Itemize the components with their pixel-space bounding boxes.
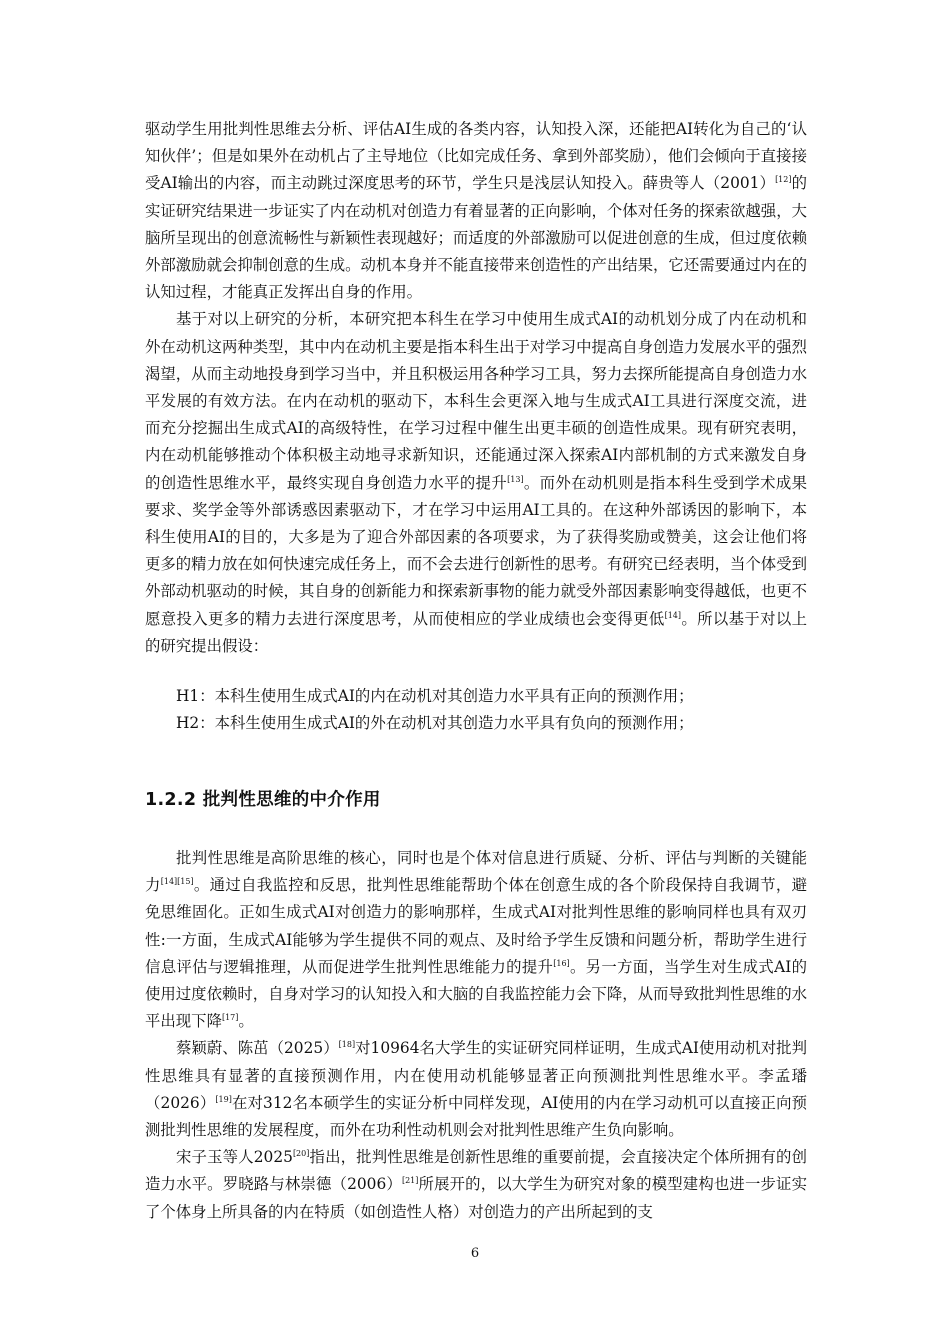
- text-run: 宋子玉等人2025: [176, 1148, 293, 1167]
- paragraph: [145, 306, 807, 660]
- body-text-block-2: [145, 845, 807, 1226]
- citation: [12]: [775, 175, 792, 185]
- section-heading: 1.2.2 批判性思维的中介作用: [145, 790, 381, 810]
- citation: [14]: [664, 610, 682, 620]
- text-run: 。而外在动机则是指本科生受到学术成果要求、奖学金等外部诱惑因素驱动下，才在学习中运用AI工具的。在这种外部诱因的影响下，本科生使用AI的目的，大多是为了迎合外部因素的各项要求，为了获得奖励或赞美，这会让他们将更多的精力放在如何快速完成任务上，而不会去进行创新性的思考。有研究已经表明，当个体受到外部动机驱动的时候，其自身的创新能力和探索新事物的能力就受外部因素影响变得越低，也更不愿意投入更多的精力去进行深度思考，从而使相应的学业成绩也会变得更低: [145, 473, 807, 628]
- paragraph: [145, 845, 807, 1035]
- hypotheses-list: [176, 683, 806, 737]
- text-run: 指出，批判性思维是创新性思维的重要前提，会直接决定个体所拥有的创造力水平。罗晓路与林崇德（2006）: [145, 1148, 807, 1194]
- text-run: 在对312名本硕学生的实证分析中同样发现，AI使用的内在学习动机可以直接正向预测批判性思维的发展程度，而外在功利性动机则会对批判性思维产生负向影响。: [145, 1093, 808, 1140]
- citation: [18]: [338, 1040, 356, 1050]
- text-run: 对10964名大学生的实证研究同样证明，生成式AI使用动机对批判性思维具有显著的直接预测作用，内在使用动机能够显著正向预测批判性思维水平。李孟璠（2026）: [145, 1039, 808, 1112]
- text-run: 批判性思维是高阶思维的核心，同时也是个体对信息进行质疑、分析、评估与判断的关键能力: [145, 849, 807, 895]
- citation: [21]: [401, 1176, 419, 1186]
- paragraph: [145, 1144, 807, 1226]
- text-run: 的实证研究结果进一步证实了内在动机对创造力有着显著的正向影响，个体对任务的探索欲越强，大脑所呈现出的创意流畅性与新颖性表现越好；而适度的外部激励可以促进创意的生成，但过度依赖外部激励就会抑制创意的生成。动机本身并不能直接带来创造性的产出结果，它还需要通过内在的认知过程，才能真正发挥出自身的作用。: [145, 174, 807, 302]
- body-text-block-1: [145, 116, 807, 660]
- text-run: 所展开的，以大学生为研究对象的模型建构也进一步证实了个体身上所具备的内在特质（如创造性人格）对创造力的产出所起到的支: [145, 1175, 807, 1221]
- citation: [19]: [215, 1094, 232, 1104]
- text-run: 。: [238, 1012, 254, 1031]
- citation: [17]: [221, 1013, 239, 1023]
- text-run: 。所以基于对以上的研究提出假设：: [145, 609, 807, 655]
- paragraph: [145, 116, 807, 306]
- hypothesis-h1: H1：本科生使用生成式AI的内在动机对其创造力水平具有正向的预测作用；: [176, 687, 694, 705]
- text-run: 基于对以上研究的分析，本研究把本科生在学习中使用生成式AI的动机划分成了内在动机和外在动机这两种类型，其中内在动机主要是指本科生出于对学习中提高自身创造力发展水平的强烈渴望，从而主动地投身到学习当中，并且积极运用各种学习工具，努力去探所能提高自身创造力水平发展的有效方法。在内在动机的驱动下，本科生会更深入地与生成式AI工具进行深度交流，进而充分挖掘出生成式AI的高级特性，在学习过程中催生出更丰硕的创造性成果。现有研究表明，内在动机能够推动个体积极主动地寻求新知识，还能通过深入探索AI内部机制的方式来激发自身的创造性思维水平，最终实现自身创造力水平的提升: [145, 310, 807, 492]
- paragraph: [145, 1035, 807, 1144]
- text-run: 蔡颖蔚、陈茁（2025）: [176, 1039, 339, 1058]
- text-run: 。另一方面，当学生对生成式AI的使用过度依赖时，自身对学习的认知投入和大脑的自我监控能力会下降，从而导致批判性思维的水平出现下降: [145, 957, 807, 1031]
- hypothesis-h2: H2：本科生使用生成式AI的外在动机对其创造力水平具有负向的预测作用；: [176, 714, 694, 732]
- citation: [14][15]: [160, 877, 194, 887]
- citation: [20]: [292, 1149, 310, 1159]
- text-run: 驱动学生用批判性思维去分析、评估AI生成的各类内容，认知投入深，还能把AI转化为自己的‘认知伙伴’；但是如果外在动机占了主导地位（比如完成任务、拿到外部奖励），他们会倾向于直接接受AI输出的内容，而主动跳过深度思考的环节，学生只是浅层认知投入。薛贵等人（2001）: [145, 120, 807, 193]
- citation: [16]: [553, 958, 570, 968]
- page-number: 6: [470, 1246, 480, 1261]
- text-run: 。通过自我监控和反思，批判性思维能帮助个体在创意生成的各个阶段保持自我调节，避免思维固化。正如生成式AI对创造力的影响那样，生成式AI对批判性思维的影响同样也具有双刃性:一方面，生成式AI能够为学生提供不同的观点、及时给予学生反馈和问题分析，帮助学生进行信息评估与逻辑推理，从而促进学生批判性思维能力的提升: [145, 876, 807, 976]
- citation: [13]: [507, 474, 524, 484]
